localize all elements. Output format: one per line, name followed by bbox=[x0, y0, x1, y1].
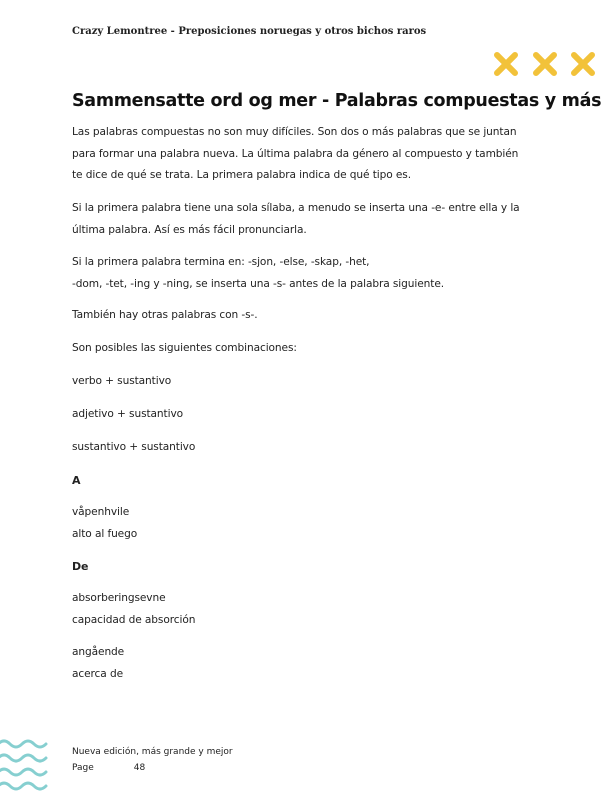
combination-item: verbo + sustantivo bbox=[72, 375, 172, 387]
text-line: -dom, -tet, -ing y -ning, se inserta una -s- antes de la palabra siguiente. bbox=[72, 277, 444, 290]
paragraph-other-s: También hay otras palabras con -s-. bbox=[72, 309, 258, 321]
section-heading-de: De bbox=[72, 560, 89, 573]
wave-icon bbox=[0, 755, 46, 761]
x-mark-icon bbox=[536, 55, 554, 73]
vocab-entry bbox=[72, 502, 552, 545]
wave-icon bbox=[0, 741, 46, 747]
vocab-entry bbox=[72, 588, 552, 631]
section-heading-a: A bbox=[72, 474, 81, 487]
page-title: Sammensatte ord og mer - Palabras compuestas y más bbox=[72, 91, 602, 111]
text-line: para formar una palabra nueva. La última palabra da género al compuesto y también bbox=[72, 147, 519, 160]
paragraph-combinations: Son posibles las siguientes combinaciones: bbox=[72, 342, 297, 354]
running-header: Crazy Lemontree - Preposiciones noruegas y otros bichos raros bbox=[72, 26, 427, 37]
text-line: te dice de qué se trata. La primera palabra indica de qué tipo es. bbox=[72, 169, 411, 181]
paragraph-intro bbox=[72, 122, 552, 187]
combination-item: adjetivo + sustantivo bbox=[72, 408, 183, 420]
x-mark-icon bbox=[497, 55, 515, 73]
vocab-translation: capacidad de absorción bbox=[72, 613, 196, 626]
vocab-word: absorberingsevne bbox=[72, 592, 166, 604]
wave-decoration bbox=[0, 736, 60, 793]
vocab-word: angående bbox=[72, 646, 125, 658]
vocab-translation: acerca de bbox=[72, 667, 123, 680]
vocab-translation: alto al fuego bbox=[72, 527, 138, 540]
edition-note: Nueva edición, más grande y mejor bbox=[72, 747, 233, 757]
text-line: Si la primera palabra tiene una sola sílaba, a menudo se inserta una -e- entre ella y la bbox=[72, 202, 520, 214]
page-footer bbox=[72, 744, 233, 776]
page-label: Page bbox=[72, 763, 94, 773]
x-marks-decoration bbox=[491, 50, 601, 80]
wave-icon bbox=[0, 783, 46, 789]
page-info bbox=[72, 760, 233, 776]
text-line: Si la primera palabra termina en: -sjon, -else, -skap, -het, bbox=[72, 256, 370, 268]
text-line: Las palabras compuestas no son muy difíciles. Son dos o más palabras que se juntan bbox=[72, 126, 517, 138]
vocab-entry bbox=[72, 642, 552, 685]
wave-icon bbox=[0, 769, 46, 775]
combination-item: sustantivo + sustantivo bbox=[72, 441, 196, 453]
page-number: 48 bbox=[133, 763, 146, 773]
x-mark-icon bbox=[574, 55, 592, 73]
paragraph-syllable bbox=[72, 198, 552, 241]
vocab-word: våpenhvile bbox=[72, 506, 130, 518]
paragraph-endings bbox=[72, 252, 552, 295]
text-line: última palabra. Así es más fácil pronunciarla. bbox=[72, 223, 307, 236]
